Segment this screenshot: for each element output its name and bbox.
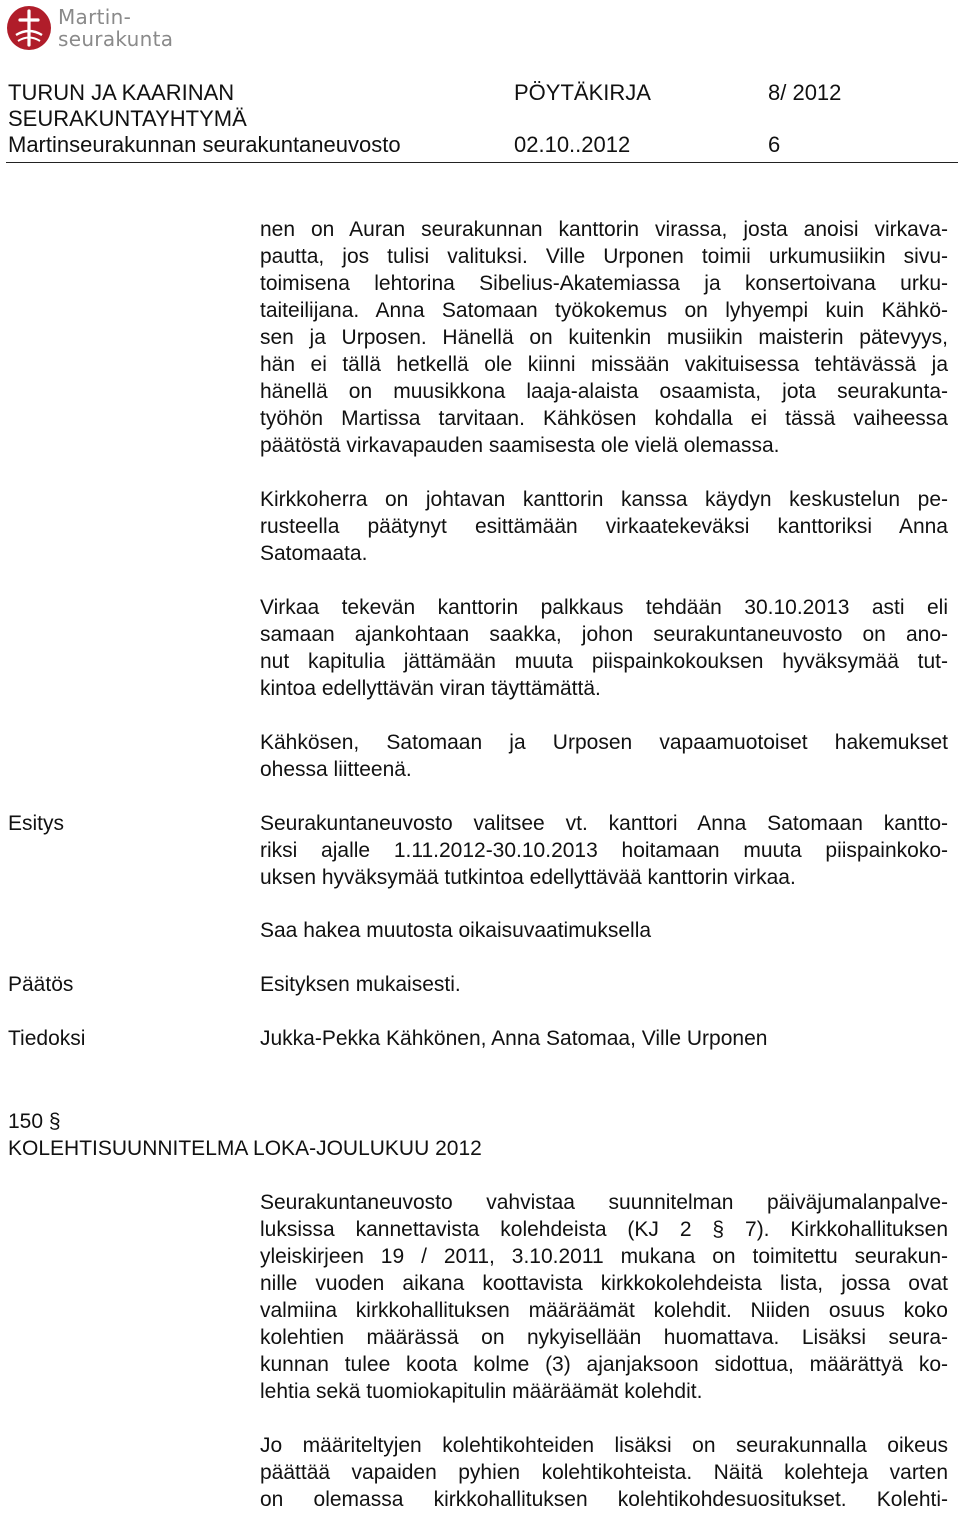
text-line: Seurakuntaneuvosto vahvistaa suunnitelman päiväjumalanpalve- xyxy=(260,1191,948,1214)
header-issue: 8/ 2012 xyxy=(768,80,842,105)
text-line: kunnan tulee koota kolme (3) ajanjaksoon sidottua, määrättyä ko- xyxy=(260,1353,948,1376)
text-line: riksi ajalle 1.11.2012-30.10.2013 hoitamaan muuta piispainkoko- xyxy=(260,839,948,862)
text-line: nille vuoden aikana koottavista kirkkokolehdeista lista, jossa ovat xyxy=(260,1272,948,1295)
header-org-line-2: SEURAKUNTAYHTYMÄ xyxy=(8,106,247,131)
paragraph-salary xyxy=(260,594,948,702)
text-line: Jo määriteltyjen kolehtikohteiden lisäksi on seurakunnalla oikeus xyxy=(260,1434,948,1457)
text-line: rusteella päätynyt esittämään virkaatekeväksi kanttoriksi Anna xyxy=(260,515,948,538)
text-line: hän ei tällä hetkellä ole kiinni missään vakituisessa tehtävässä ja xyxy=(260,353,948,376)
appeal-note: Saa hakea muutosta oikaisuvaatimuksella xyxy=(260,919,652,942)
paragraph-collection-plan xyxy=(260,1189,948,1405)
header-date: 02.10..2012 xyxy=(514,132,631,157)
header-doc-type: PÖYTÄKIRJA xyxy=(514,80,651,105)
text-line: ohessa liitteenä. xyxy=(260,758,412,781)
recipients-text: Jukka-Pekka Kähkönen, Anna Satomaa, Ville Urponen xyxy=(260,1027,768,1050)
text-line: Kirkkoherra on johtavan kanttorin kanssa käydyn keskustelun pe- xyxy=(260,488,948,511)
text-line: lehtia sekä tuomiokapitulin määräämät kolehdit. xyxy=(260,1380,703,1403)
header-divider xyxy=(6,162,958,163)
church-cross-emblem-icon xyxy=(6,5,52,51)
text-line: uksen hyväksymää tutkintoa edellyttävää kanttorin virkaa. xyxy=(260,866,796,889)
header-org-line-1: TURUN JA KAARINAN xyxy=(8,80,235,105)
text-line: nen on Auran seurakunnan kanttorin virassa, josta anoisi virkava- xyxy=(260,218,948,241)
text-line: nut kapitulia jättämään muuta piispainkokouksen hyväksymää tut- xyxy=(260,650,948,673)
paragraph-candidates xyxy=(260,216,948,459)
text-line: Kähkösen, Satomaan ja Urposen vapaamuotoiset hakemukset xyxy=(260,731,948,754)
text-line: päättää vapaiden pyhien kolehtikohteista. Näitä kolehteja varten xyxy=(260,1461,948,1484)
text-line: hänellä on muusikkona laaja-alaista osaamista, jota seurakunta- xyxy=(260,380,948,403)
logo-line-1: Martin- xyxy=(58,5,132,29)
text-line: sen ja Urposen. Hänellä on kuitenkin musiikin maisterin pätevyys, xyxy=(260,326,948,349)
text-line: Virkaa tekevän kanttorin palkkaus tehdään 30.10.2013 asti eli xyxy=(260,596,948,619)
section-number: 150 § xyxy=(8,1110,61,1133)
text-line: pautta, jos tulisi valituksi. Ville Urponen toimii urkumusiikin sivu- xyxy=(260,245,948,268)
text-line: yleiskirjeen 19 / 2011, 3.10.2011 mukana on toimitettu seurakun- xyxy=(260,1245,948,1268)
text-line: Satomaata. xyxy=(260,542,368,565)
paragraph-vicar-proposal xyxy=(260,486,948,567)
text-line: päätöstä virkavapauden saamisesta ole vielä olemassa. xyxy=(260,434,780,457)
header-meeting-body: Martinseurakunnan seurakuntaneuvosto xyxy=(8,132,401,157)
paragraph-free-collections xyxy=(260,1432,948,1513)
paragraph-attachments xyxy=(260,729,948,783)
section-title: KOLEHTISUUNNITELMA LOKA-JOULUKUU 2012 xyxy=(8,1137,482,1160)
logo-line-2: seurakunta xyxy=(58,27,174,51)
text-line: toimisena lehtorina Sibelius-Akatemiassa ja konsertoivana urku- xyxy=(260,272,948,295)
text-line: kintoa edellyttävän viran täyttämättä. xyxy=(260,677,601,700)
text-line: luksissa kannettavista kolehdeista (KJ 2 § 7). Kirkkohallituksen xyxy=(260,1218,948,1241)
text-line: samaan ajankohtaan saakka, johon seurakuntaneuvosto on ano- xyxy=(260,623,948,646)
decision-text: Esityksen mukaisesti. xyxy=(260,973,461,996)
text-line: valmiina kirkkohallituksen määräämät kolehdit. Niiden osuus koko xyxy=(260,1299,948,1322)
label-paatos: Päätös xyxy=(8,973,74,996)
label-tiedoksi: Tiedoksi xyxy=(8,1027,86,1050)
text-line: Seurakuntaneuvosto valitsee vt. kanttori Anna Satomaan kantto- xyxy=(260,812,948,835)
martinseurakunta-logo xyxy=(6,2,173,54)
label-esitys: Esitys xyxy=(8,812,65,835)
logo-wordmark xyxy=(58,6,173,50)
text-line: kolehtien määrässä on nykyisellään huomattava. Lisäksi seura- xyxy=(260,1326,948,1349)
text-line: taiteilijana. Anna Satomaan työkokemus on lyhyempi kuin Kähkö- xyxy=(260,299,948,322)
header-page-number: 6 xyxy=(768,132,781,157)
paragraph-proposal xyxy=(260,810,948,891)
text-line: on olemassa kirkkohallituksen kolehtikohdesuositukset. Kolehti- xyxy=(260,1488,948,1511)
text-line: työhön Martissa tarvitaan. Kähkösen kohdalla ei tässä vaiheessa xyxy=(260,407,948,430)
